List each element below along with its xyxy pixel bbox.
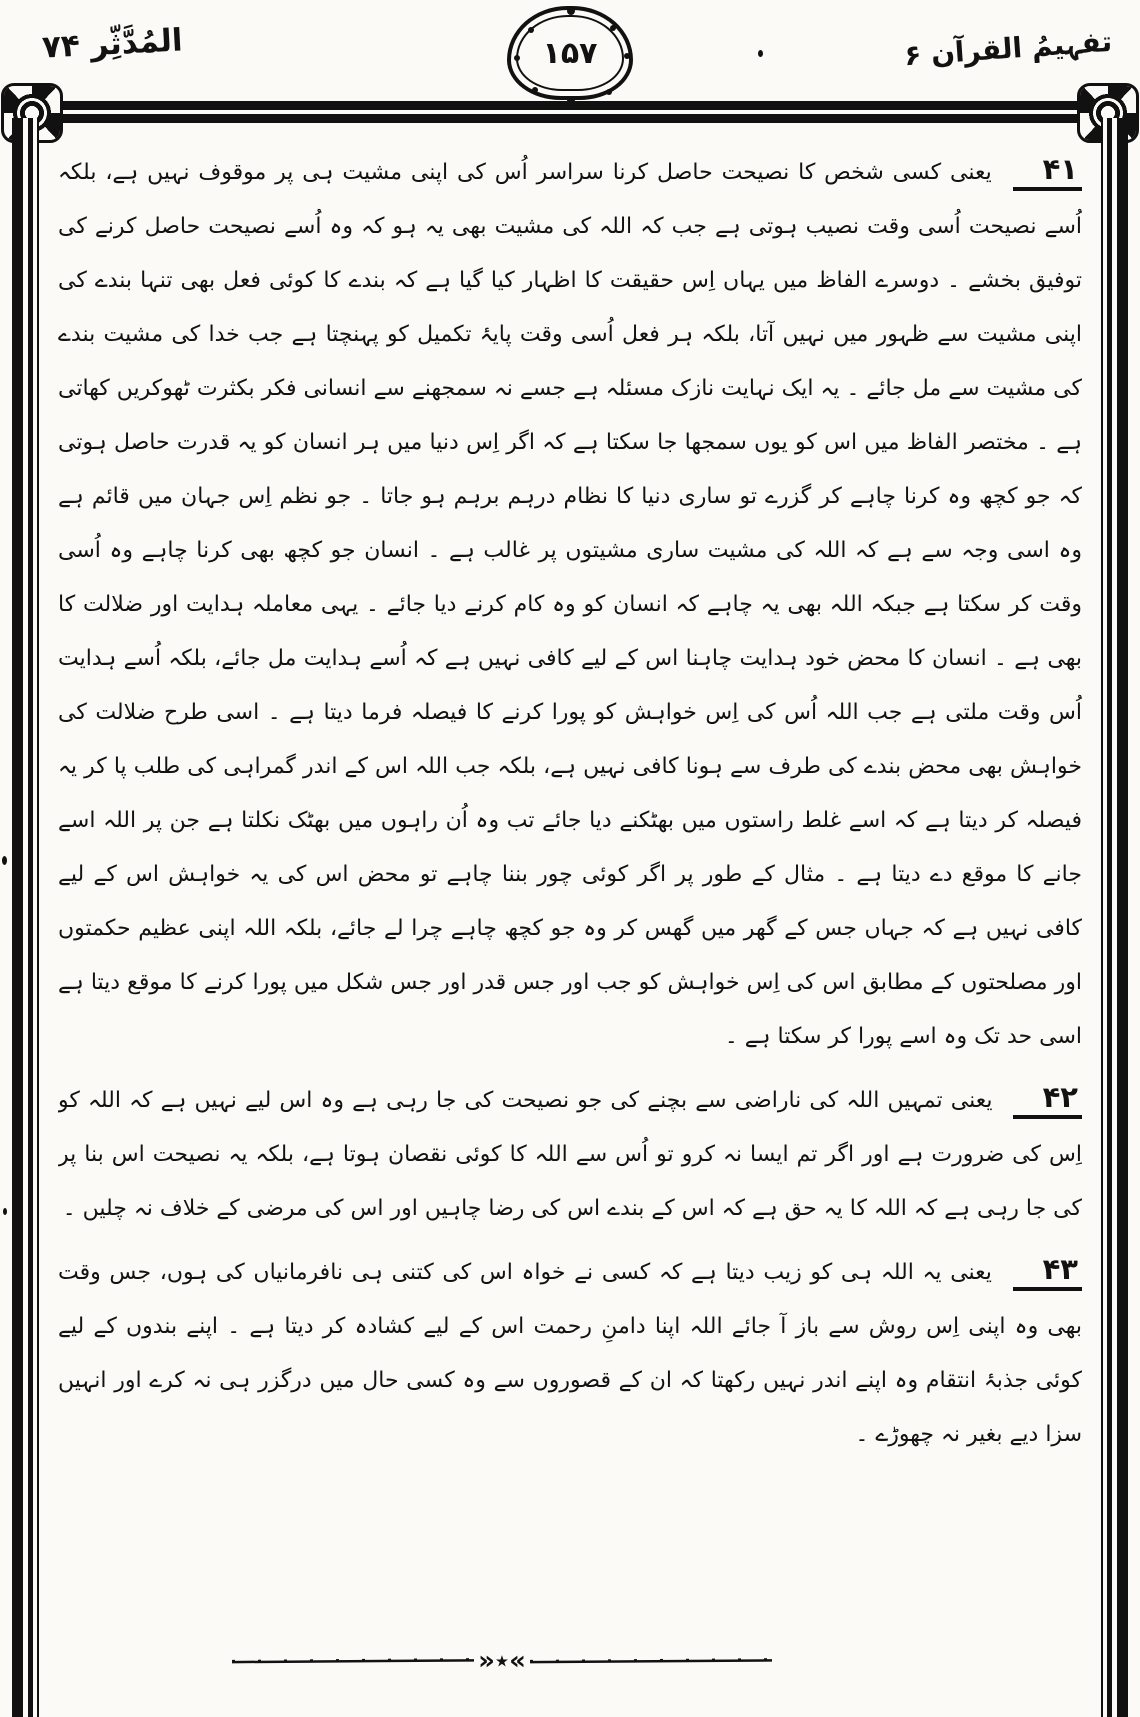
scan-speck xyxy=(3,1208,7,1215)
page-number-medallion xyxy=(507,6,633,100)
footnote-43-number: ۴۳ xyxy=(1013,1252,1082,1291)
divider-line-left xyxy=(232,1658,474,1665)
footnote-41-number: ۴۱ xyxy=(1013,152,1082,191)
divider-line-right xyxy=(530,1658,772,1665)
frame-top-border xyxy=(10,101,1130,125)
footnote-41 xyxy=(58,142,1082,1064)
scan-speck xyxy=(758,50,763,57)
footer-divider xyxy=(232,1648,772,1674)
footnote-42-number: ۴۲ xyxy=(1013,1080,1082,1119)
frame-right-border xyxy=(1098,118,1128,1717)
starburst-icon: »٭« xyxy=(478,1646,526,1676)
commentary-text-area xyxy=(58,142,1082,1717)
footnote-43 xyxy=(58,1242,1082,1462)
footnote-41-text: یعنی کسی شخص کا نصیحت حاصل کرنا سراسر اُس کی اپنی مشیت ہی پر موقوف نہیں ہے، بلکہ اُسے نصیحت اُسی وقت نصیب ہوتی ہے جب کہ اللہ کی مشیت بھی یہ ہو کہ وہ اُسے نصیحت حاصل کرنے کی توفیق بخشے ۔ دوسرے الفاظ میں یہاں اِس حقیقت کا اظہار کیا گیا ہے کہ بندے کا کوئی فعل بھی تنہا بندے کی اپنی مشیت سے ظہور میں نہیں آتا، بلکہ ہر فعل اُسی وقت پایۂ تکمیل کو پہنچتا ہے جب خدا کی مشیت بندے کی مشیت سے مل جائے ۔ یہ ایک نہایت نازک مسئلہ ہے جسے نہ سمجھنے سے انسانی فکر بکثرت ٹھوکریں کھاتی ہے ۔ مختصر الفاظ میں اس کو یوں سمجھا جا سکتا ہے کہ اگر اِس دنیا میں ہر انسان کو یہ قدرت حاصل ہوتی کہ جو کچھ وہ کرنا چاہے کر گزرے تو ساری دنیا کا نظام درہم برہم ہو جاتا ۔ جو نظم اِس جہان میں قائم ہے وہ اسی وجہ سے ہے کہ اللہ کی مشیت ساری مشیتوں پر غالب ہے ۔ انسان جو کچھ بھی کرنا چاہے وہ اُسی وقت کر سکتا ہے جبکہ اللہ بھی یہ چاہے کہ انسان کو وہ کام کرنے دیا جائے ۔ یہی معاملہ ہدایت اور ضلالت کا بھی ہے ۔ انسان کا محض خود ہدایت چاہنا اس کے لیے کافی نہیں ہے کہ اُسے ہدایت مل جائے، بلکہ اُسے ہدایت اُس وقت ملتی ہے جب اللہ اُس کی اِس خواہش کو پورا کرنے کا فیصلہ فرما دیتا ہے ۔ اسی طرح ضلالت کی خواہش بھی محض بندے کی طرف سے ہونا کافی نہیں ہے، بلکہ جب اللہ اس کے اندر گمراہی کی طلب پا کر یہ فیصلہ کر دیتا ہے کہ اسے غلط راستوں میں بھٹکنے دیا جائے تب وہ اُن راہوں میں بھٹک نکلتا ہے جن پر اللہ اسے جانے کا موقع دے دیتا ہے ۔ مثال کے طور پر اگر کوئی چور بننا چاہے تو محض اس کی یہ خواہش اس کے لیے کافی نہیں ہے کہ جہاں جس کے گھر میں گھس کر وہ جو کچھ چاہے چرا لے جائے، بلکہ اللہ اپنی عظیم حکمتوں اور مصلحتوں کے مطابق اس کی اِس خواہش کو جب اور جس قدر اور جس شکل میں پورا کرنے کا موقع دیتا ہے اسی حد تک وہ اسے پورا کر سکتا ہے ۔ xyxy=(58,160,1082,1049)
page-number: ۱۵۷ xyxy=(542,35,598,71)
scan-speck xyxy=(2,856,7,865)
book-title: تفہیمُ القرآن ۶ xyxy=(902,24,1113,73)
frame-left-border xyxy=(12,118,42,1717)
footnote-43-text: یعنی یہ اللہ ہی کو زیب دیتا ہے کہ کسی نے خواہ اس کی کتنی ہی نافرمانیاں کی ہوں، جس وقت بھی وہ اپنی اِس روش سے باز آ جائے اللہ اپنا دامنِ رحمت اس کے لیے کشادہ کر دیتا ہے ۔ اپنے بندوں کے لیے کوئی جذبۂ انتقام وہ اپنے اندر نہیں رکھتا کہ ان کے قصوروں سے وہ کسی حال میں درگزر ہی نہ کرے اور انہیں سزا دیے بغیر نہ چھوڑے ۔ xyxy=(58,1260,1082,1447)
footnote-42-text: یعنی تمہیں اللہ کی ناراضی سے بچنے کی جو نصیحت کی جا رہی ہے وہ اس لیے نہیں ہے کہ اللہ کو اِس کی ضرورت ہے اور اگر تم ایسا نہ کرو تو اُس سے اللہ کا کوئی نقصان ہوتا ہے، بلکہ یہ نصیحت اس بنا پر کی جا رہی ہے کہ اللہ کا یہ حق ہے کہ اس کے بندے اس کی رضا چاہیں اور اس کی مرضی کے خلاف نہ چلیں ۔ xyxy=(58,1088,1082,1221)
surah-title: المُدَّثِّر ۷۴ xyxy=(41,22,184,66)
footnote-42 xyxy=(58,1070,1082,1236)
